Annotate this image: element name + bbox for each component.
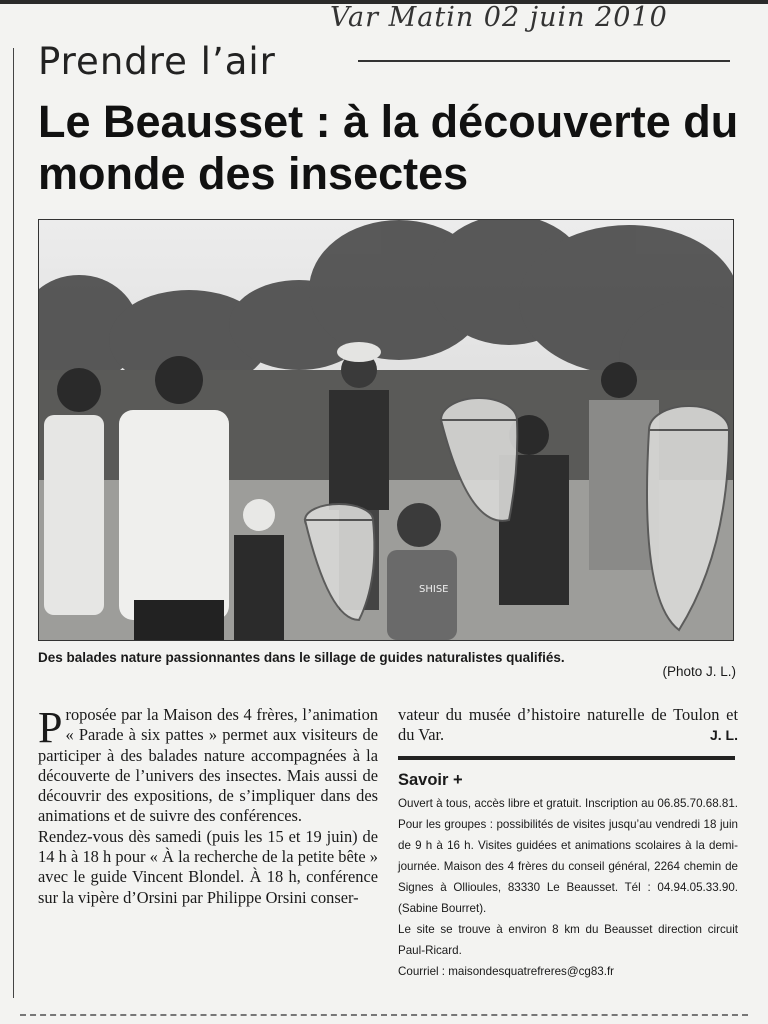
paragraph-1-text: roposée par la Maison des 4 frères, l’animation « Parade à six pattes » permet aux visiteurs de participer à des balades nature accompagnées à la découverte de l’univers des insectes. Mais aussi de découvrir des expositions, de s’impliquer dans des animations et de suivre des conférences. [38,705,378,826]
paragraph-2: Rendez-vous dès samedi (puis les 15 et 19 juin) de 14 h à 18 h pour « À la recherche de la petite bête » avec le guide Vincent Blondel. À 18 h, conférence sur la vipère d’Orsini par Philippe Orsini conser- [38,826,378,907]
continuation-text: vateur du musée d’histoire naturelle de Toulon et du Var. [398,705,738,745]
info-box-rule [398,756,735,760]
info-box [398,793,738,982]
handwritten-source-note: Var Matin 02 juin 2010 [330,2,668,33]
info-paragraph-1: Ouvert à tous, accès libre et gratuit. Inscription au 06.85.70.68.81. Pour les groupes : possibilités de visites jusqu’au vendredi 18 juin de 9 h à 16 h. Visites guidées et animations scolaires à la demi-journée. Maison des 4 frères du conseil général, 2264 chemin de Signes à Ollioules, 83330 Le Beausset. Tél : 04.94.05.33.90. (Sabine Bourret). [398,797,738,915]
photo-credit: (Photo J. L.) [662,664,736,679]
info-contact-email: Courriel : maisondesquatrefreres@cg83.fr [398,965,615,978]
photo-illustration [39,220,733,640]
author-signature: J. L. [709,727,738,744]
left-margin-rule [13,48,14,998]
paragraph-continuation [398,705,738,746]
article-headline: Le Beausset : à la découverte du monde des insectes [38,96,739,199]
info-box-title: Savoir + [398,771,463,789]
paragraph-1 [38,705,378,827]
info-paragraph-2: Le site se trouve à environ 8 km du Beausset direction circuit Paul-Ricard. [398,923,738,957]
article-column-1 [38,705,378,908]
article-photo [38,219,734,641]
drop-cap: P [38,703,63,752]
kicker-rule [358,60,730,62]
section-kicker: Prendre l’air [38,40,276,83]
shirt-print: SHISE [419,584,449,595]
article-column-2 [398,705,738,746]
cut-line [20,1014,748,1016]
photo-caption: Des balades nature passionnantes dans le sillage de guides naturalistes qualifiés. [38,650,565,665]
